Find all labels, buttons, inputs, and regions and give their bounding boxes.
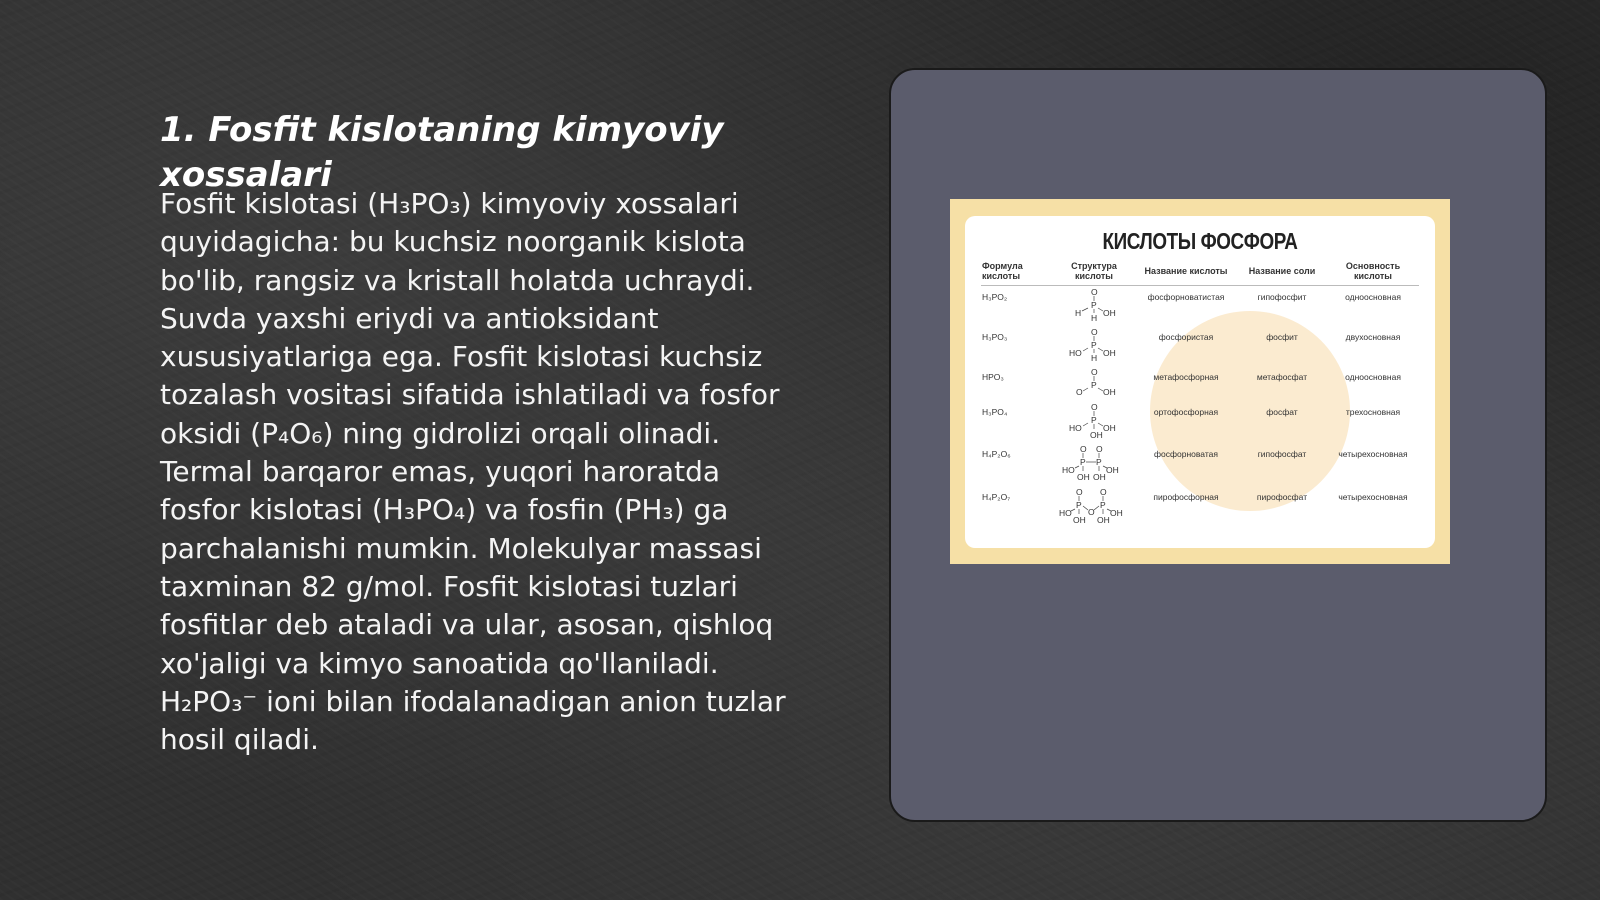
formula-cell: H₄P₂O₆ (982, 448, 1011, 459)
basicity-cell: одноосновная (1345, 292, 1401, 302)
structure-h3po2 (1064, 286, 1124, 322)
salt-name-cell: гипофосфит (1257, 292, 1307, 302)
slide-title: 1. Fosfit kislotaning kimyoviy xossalari (160, 110, 724, 195)
svg-text:O: O (1076, 386, 1083, 396)
table-row (981, 486, 1419, 529)
basicity-cell: трехосновная (1345, 406, 1401, 417)
header-acid-name: Название кислоты (1135, 259, 1237, 286)
svg-text:OH: OH (1103, 308, 1116, 318)
structure-cell (1053, 486, 1135, 529)
salt-name-cell: метафосфат (1256, 371, 1308, 382)
svg-text:OH: OH (1110, 507, 1123, 518)
formula-cell: H₃PO₄ (982, 406, 1008, 417)
acid-name-cell: пирофосфорная (1153, 491, 1219, 502)
basicity-cell: четырехосновная (1338, 491, 1408, 502)
structure-cell (1053, 401, 1135, 443)
svg-text:P: P (1091, 339, 1097, 350)
svg-text:H: H (1091, 313, 1098, 322)
basicity-cell: одноосновная (1345, 371, 1401, 382)
structure-cell (1053, 366, 1135, 401)
header-formula: Формула кислоты (981, 259, 1053, 286)
acid-name-cell: фосфорноватая (1154, 448, 1218, 459)
basicity-cell: четырехосновная (1338, 448, 1408, 459)
slide-body-text (160, 185, 840, 759)
acid-name-cell: метафосфорная (1153, 371, 1219, 382)
header-basicity: Основность кислоты (1327, 259, 1419, 286)
svg-text:OH: OH (1073, 514, 1086, 524)
svg-text:H: H (1091, 352, 1098, 362)
svg-text:OH: OH (1077, 471, 1090, 481)
salt-name-cell: фосфит (1266, 331, 1298, 342)
body-line: fosfor kislotasi (H₃PO₄) va fosfin (PH₃) ga (160, 493, 729, 527)
acid-name-cell: фосфористая (1158, 331, 1214, 342)
table-row (981, 443, 1419, 486)
structure-h4p2o6 (1061, 443, 1127, 481)
body-line: H₂PO₃⁻ ioni bilan ifodalanadigan anion tuzlar (160, 684, 786, 718)
table-row (981, 286, 1419, 326)
formula-cell: H₃PO₂ (982, 292, 1008, 302)
body-line: xususiyatlariga ega. Fosfit kislotasi kuchsiz (160, 340, 763, 374)
svg-text:OH: OH (1097, 514, 1110, 524)
svg-text:HO: HO (1069, 422, 1082, 433)
svg-text:OH: OH (1103, 347, 1116, 358)
svg-text:O: O (1096, 443, 1103, 454)
body-line: quyidagicha: bu kuchsiz noorganik kislota (160, 225, 746, 259)
table-header-row (981, 259, 1419, 286)
salt-name-cell: гипофосфат (1257, 448, 1307, 459)
svg-text:HO: HO (1062, 464, 1075, 475)
svg-text:OH: OH (1106, 464, 1119, 475)
formula-cell: H₃PO₃ (982, 331, 1008, 342)
figure-title: КИСЛОТЫ ФОСФОРА (1102, 228, 1298, 254)
header-structure: Структура кислоты (1053, 259, 1135, 286)
svg-text:O: O (1091, 287, 1098, 297)
body-line: fosfitlar deb ataladi va ular, asosan, qishloq (160, 608, 774, 642)
salt-name-cell: фосфат (1266, 406, 1298, 417)
structure-cell (1053, 443, 1135, 486)
body-line: Suvda yaxshi eriydi va antioksidant (160, 301, 659, 335)
svg-text:OH: OH (1103, 386, 1116, 396)
basicity-cell: двухосновная (1345, 331, 1401, 342)
svg-text:OH: OH (1093, 471, 1106, 481)
svg-text:HO: HO (1059, 507, 1072, 518)
structure-h4p2o7 (1059, 486, 1129, 524)
table-row (981, 326, 1419, 366)
svg-text:OH: OH (1103, 422, 1116, 433)
figure-card (965, 216, 1435, 548)
table-row (981, 401, 1419, 443)
svg-text:O: O (1091, 366, 1098, 377)
svg-text:P: P (1091, 300, 1097, 310)
table-row (981, 366, 1419, 401)
acids-table (981, 259, 1419, 529)
structure-h3po4 (1064, 401, 1124, 439)
body-line: Termal barqaror emas, yuqori haroratda (160, 455, 720, 489)
body-line: xo'jaligi va kimyo sanoatida qo'llaniladi. (160, 646, 719, 680)
svg-text:P: P (1091, 379, 1097, 390)
formula-cell: H₄P₂O₇ (982, 491, 1011, 502)
acid-name-cell: ортофосфорная (1153, 406, 1219, 417)
acid-name-cell: фосфорноватистая (1147, 292, 1225, 302)
header-salt-name: Название соли (1237, 259, 1327, 286)
structure-cell (1053, 286, 1135, 326)
phosphorus-acids-figure (950, 199, 1450, 564)
body-line: hosil qiladi. (160, 723, 319, 757)
svg-text:O: O (1091, 326, 1098, 337)
svg-text:O: O (1076, 486, 1083, 497)
salt-name-cell: пирофосфат (1256, 491, 1308, 502)
svg-text:P: P (1096, 456, 1102, 467)
svg-text:P: P (1076, 499, 1082, 510)
formula-cell: HPO₃ (982, 371, 1004, 382)
body-line: taxminan 82 g/mol. Fosfit kislotasi tuzlari (160, 569, 738, 603)
svg-text:P: P (1091, 414, 1097, 425)
svg-text:HO: HO (1069, 347, 1082, 358)
svg-text:O: O (1080, 443, 1087, 454)
body-line: oksidi (P₄O₆) ning gidrolizi orqali olinadi. (160, 416, 721, 450)
svg-text:H: H (1075, 308, 1082, 318)
svg-text:P: P (1080, 456, 1086, 467)
svg-text:OH: OH (1090, 429, 1103, 439)
svg-text:P: P (1100, 499, 1106, 510)
structure-cell (1053, 326, 1135, 366)
body-line: tozalash vositasi sifatida ishlatiladi va fosfor (160, 378, 780, 412)
structure-hpo3 (1064, 366, 1124, 396)
structure-h3po3 (1064, 326, 1124, 362)
svg-text:O: O (1100, 486, 1107, 497)
svg-text:O: O (1091, 401, 1098, 412)
body-line: parchalanishi mumkin. Molekulyar massasi (160, 531, 762, 565)
svg-text:O: O (1088, 506, 1095, 517)
body-line: bo'lib, rangsiz va kristall holatda uchraydi. (160, 263, 755, 297)
body-line: Fosfit kislotasi (H₃PO₃) kimyoviy xossalari (160, 187, 739, 220)
